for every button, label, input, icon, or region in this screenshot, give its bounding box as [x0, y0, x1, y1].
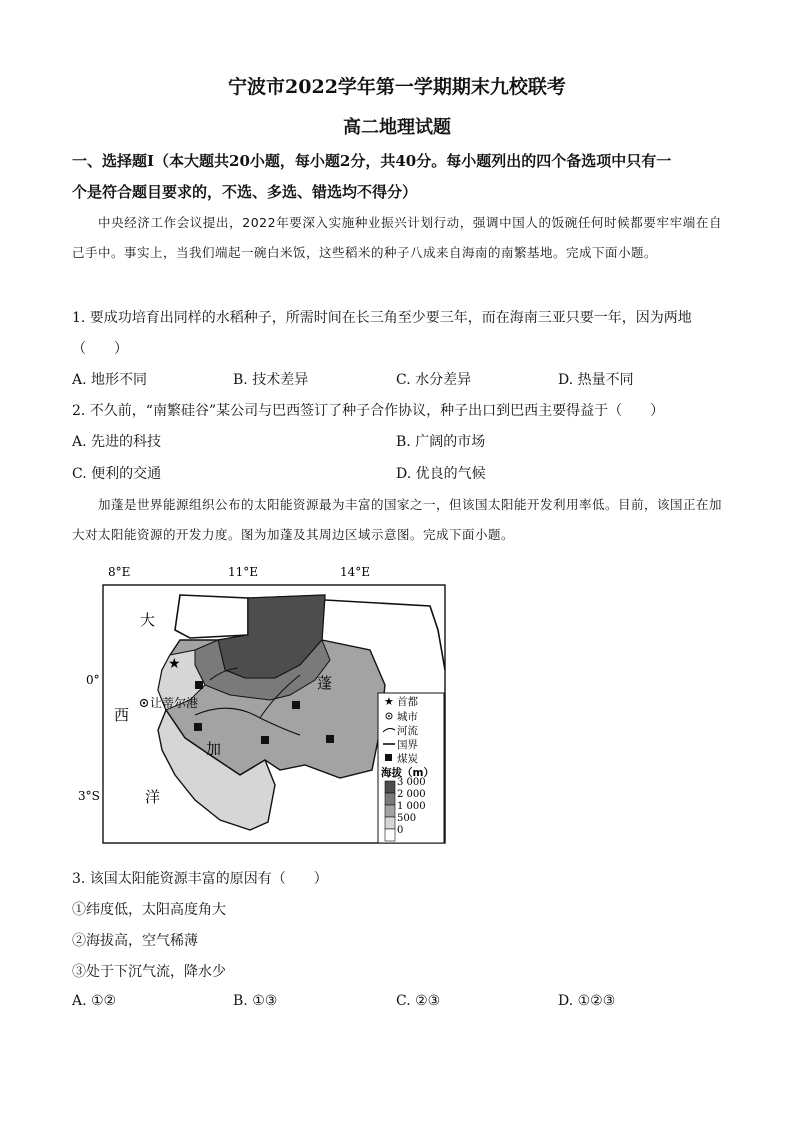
- q2-option-d[interactable]: D. 优良的气候: [396, 466, 486, 482]
- country-label-jia: 加: [206, 740, 222, 758]
- lat-label-3s: 3°S: [78, 789, 100, 803]
- section-heading-line2: 个是符合题目要求的，不选、多选、错选均不得分）: [72, 183, 418, 201]
- city-marker-dot-icon: [143, 702, 145, 704]
- legend-coal-icon: [385, 754, 392, 761]
- q3-option-a[interactable]: A. ①②: [72, 993, 117, 1009]
- passage-2: [72, 490, 722, 550]
- question-2-stem: 2. 不久前，“南繁硅谷”某公司与巴西签订了种子合作协议，种子出口到巴西主要得益于（ ）: [72, 403, 665, 419]
- legend-coal: 煤炭: [397, 753, 418, 765]
- q3-option-b[interactable]: B. ①③: [233, 993, 278, 1009]
- ocean-label-xi: 西: [114, 706, 130, 724]
- section-heading-line1: 一、选择题Ⅰ（本大题共20小题，每小题2分，共40分。每小题列出的四个备选项中只有一: [72, 152, 672, 170]
- lon-label-8e: 8°E: [108, 565, 131, 579]
- lon-label-14e: 14°E: [340, 565, 371, 579]
- legend-city-dot-icon: [388, 715, 390, 717]
- capital-star-icon: ★: [168, 656, 181, 672]
- elev-label-1000: 1 000: [397, 801, 426, 812]
- q1-option-d[interactable]: D. 热量不同: [558, 372, 634, 388]
- legend-elev-title: 海拔（m）: [381, 767, 434, 779]
- q3-item-2: ②海拔高，空气稀薄: [72, 933, 198, 949]
- q2-option-b[interactable]: B. 广阔的市场: [396, 434, 486, 450]
- country-label-peng: 蓬: [317, 674, 333, 692]
- q3-item-3: ③处于下沉气流，降水少: [72, 964, 226, 980]
- legend-border: 国界: [397, 739, 418, 751]
- ocean-label-da: 大: [140, 611, 156, 629]
- lat-label-0: 0°: [86, 673, 100, 687]
- page-subtitle: 高二地理试题: [343, 117, 451, 138]
- question-1-stem: 1. 要成功培育出同样的水稻种子，所需时间在长三角至少要三年，而在海南三亚只要一年，因为两地: [72, 310, 692, 326]
- q3-option-d[interactable]: D. ①②③: [558, 993, 616, 1009]
- coal-marker-icon: [195, 681, 203, 689]
- passage-1: [72, 208, 722, 268]
- passage-1-text: 中央经济工作会议提出，2022年要深入实施种业振兴计划行动，强调中国人的饭碗任何时候都要牢牢端在自己手中。事实上，当我们端起一碗白米饭，这些稻米的种子八成来自海南的南繁基地。完成下面小题。: [72, 215, 722, 260]
- coal-marker-icon: [194, 723, 202, 731]
- coal-marker-icon: [326, 735, 334, 743]
- map-legend: [378, 693, 444, 843]
- neighbour-north: [175, 595, 248, 638]
- elev-label-3000: 3 000: [397, 777, 426, 788]
- elev-label-500: 500: [397, 813, 417, 824]
- coal-marker-icon: [292, 701, 300, 709]
- ocean-label-yang: 洋: [145, 788, 161, 806]
- legend-city: 城市: [397, 711, 418, 723]
- q1-option-a[interactable]: A. 地形不同: [72, 372, 148, 388]
- q1-option-b[interactable]: B. 技术差异: [233, 372, 309, 388]
- q2-option-a[interactable]: A. 先进的科技: [72, 434, 162, 450]
- elev-swatch-1000: [385, 805, 395, 817]
- elev-swatch-3000: [385, 781, 395, 793]
- elev-swatch-500: [385, 817, 395, 829]
- q1-option-c[interactable]: C. 水分差异: [396, 372, 472, 388]
- q3-option-c[interactable]: C. ②③: [396, 993, 441, 1009]
- elev-label-2000: 2 000: [397, 789, 426, 800]
- city-label: 让蒂尔港: [150, 696, 199, 710]
- gabon-map: [78, 560, 450, 850]
- legend-capital: 首都: [397, 696, 418, 708]
- passage-2-text: 加蓬是世界能源组织公布的太阳能资源最为丰富的国家之一，但该国太阳能开发利用率低。目前，该国正在加大对太阳能资源的开发力度。图为加蓬及其周边区域示意图。完成下面小题。: [72, 497, 723, 542]
- legend-star-icon: ★: [384, 695, 394, 708]
- elev-label-0: 0: [397, 825, 404, 836]
- question-1-paren: （ ）: [72, 341, 128, 357]
- q3-item-1: ①纬度低，太阳高度角大: [72, 902, 226, 918]
- elev-swatch-2000: [385, 793, 395, 805]
- q2-option-c[interactable]: C. 便利的交通: [72, 466, 162, 482]
- legend-river: 河流: [397, 725, 418, 737]
- page-title: 宁波市2022学年第一学期期末九校联考: [228, 76, 566, 98]
- question-3-stem: 3. 该国太阳能资源丰富的原因有（ ）: [72, 871, 328, 887]
- coal-marker-icon: [261, 736, 269, 744]
- lon-label-11e: 11°E: [228, 565, 259, 579]
- elev-swatch-0: [385, 829, 395, 841]
